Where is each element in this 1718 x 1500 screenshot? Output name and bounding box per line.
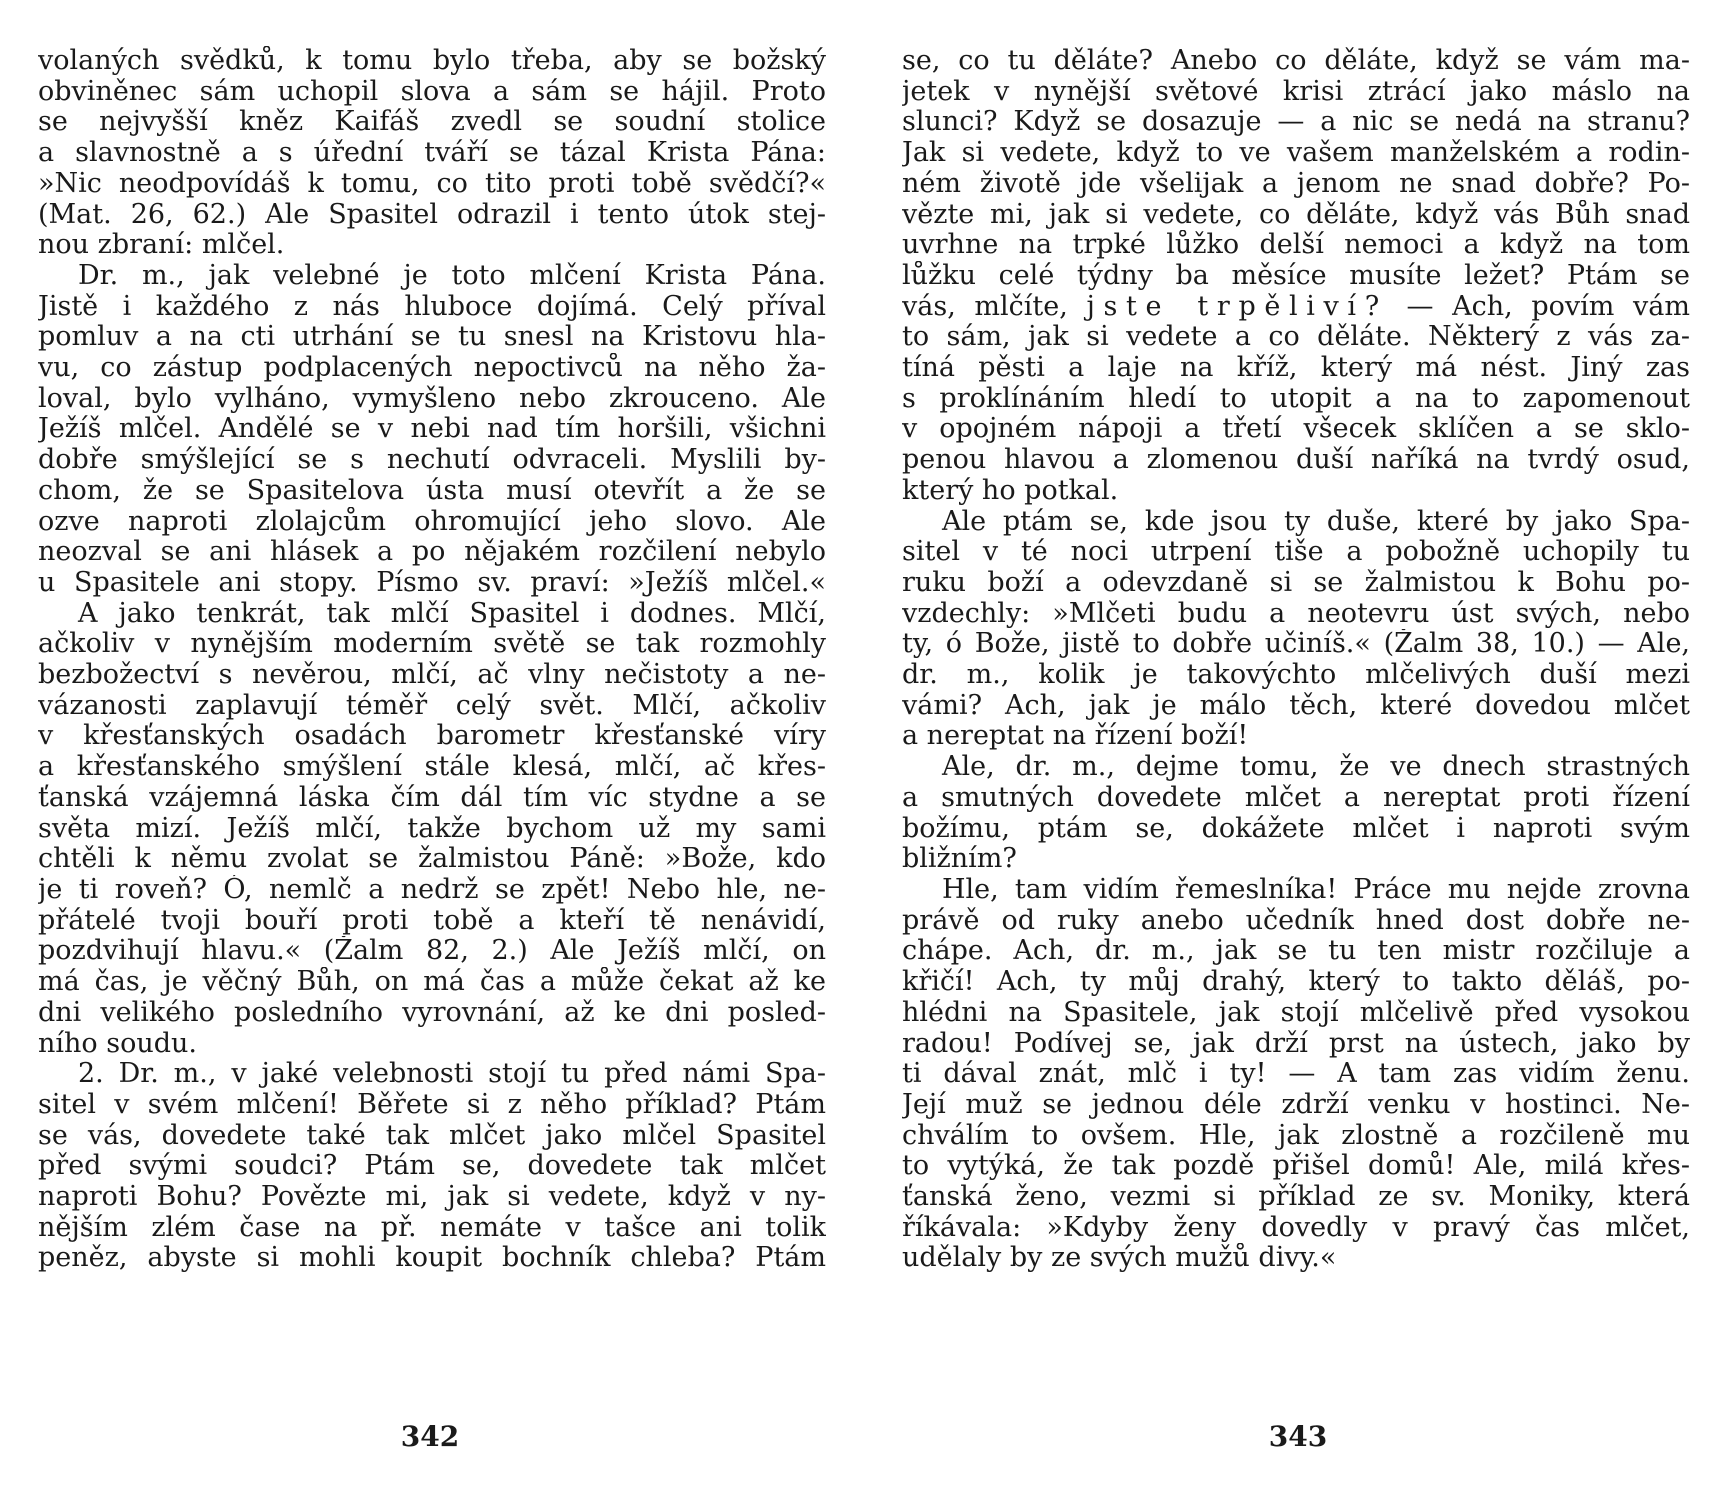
text-line: naproti Bohu? Povězte mi, jak si vedete, když v ny-	[38, 1182, 826, 1213]
text-line: přátelé tvoji bouří proti tobě a kteří tě nenávidí,	[38, 905, 826, 936]
text-line: křičí! Ach, ty můj drahý, který to takto děláš, po-	[902, 967, 1690, 998]
text-line: ťanská ženo, vezmi si příklad ze sv. Moniky, která	[902, 1182, 1690, 1213]
text-line: právě od ruky anebo učedník hned dost dobře ne-	[902, 905, 1690, 936]
text-line: ozve naproti zlolajcům ohromující jeho slovo. Ale	[38, 506, 826, 537]
text-line: chválím to ovšem. Hle, jak zlostně a rozčileně mu	[902, 1120, 1690, 1151]
text-line: dni velikého posledního vyrovnání, až ke dni posled-	[38, 997, 826, 1028]
text-line: v opojném nápoji a třetí všecek sklíčen a se sklo-	[902, 414, 1690, 445]
page-number-right: 343	[1268, 1420, 1328, 1453]
text-line: je ti roveň? Ó, nemlč a nedrž se zpět! Nebo hle, ne-	[38, 874, 826, 905]
text-line: volaných svědků, k tomu bylo třeba, aby se božský	[38, 46, 826, 76]
text-line: u Spasitele ani stopy. Písmo sv. praví: »Ježíš mlčel.«	[38, 567, 826, 598]
text-line: božímu, ptám se, dokážete mlčet i naproti svým	[902, 813, 1690, 844]
text-line: chtěli k němu zvolat se žalmistou Páně: »Bože, kdo	[38, 844, 826, 875]
text-line: neozval se ani hlásek a po nějakém rozčilení nebylo	[38, 537, 826, 568]
text-line: A jako tenkrát, tak mlčí Spasitel i dodnes. Mlčí,	[78, 598, 826, 629]
text-line: Jak si vedete, když to ve vašem manželském a rodin-	[902, 138, 1690, 169]
left-page-text	[38, 46, 826, 1274]
text-line: se, co tu děláte? Anebo co děláte, když se vám ma-	[902, 46, 1690, 76]
text-line: vu, co zástup podplacených nepoctivců na něho ža-	[38, 353, 826, 384]
text-line: slunci? Když se dosazuje — a nic se nedá na stranu?	[902, 107, 1690, 138]
text-line: udělaly by ze svých mužů divy.«	[902, 1243, 1337, 1274]
text-line: radou! Podívej se, jak drží prst na ústech, jako by	[902, 1028, 1690, 1059]
text-line: ti dával znát, mlč i ty! — A tam zas vidím ženu.	[902, 1059, 1690, 1090]
text-line: to sám, jak si vedete a co děláte. Některý z vás za-	[902, 322, 1690, 353]
text-line: s proklínáním hledí to utopit a na to zapomenout	[902, 383, 1690, 414]
text-line: ném životě jde všelijak a jenom ne snad dobře? Po-	[902, 168, 1690, 199]
text-line: a křesťanského smýšlení stále klesá, mlčí, ač křes-	[38, 752, 826, 783]
text-line: pozdvihují hlavu.« (Žalm 82, 2.) Ale Ježíš mlčí, on	[38, 936, 826, 967]
text-line: Její muž se jednou déle zdrží venku v hostinci. Ne-	[902, 1089, 1690, 1120]
text-line: před svými soudci? Ptám se, dovedete tak mlčet	[38, 1151, 826, 1182]
text-line: se vás, dovedete také tak mlčet jako mlčel Spasitel	[38, 1120, 826, 1151]
text-line: sitel v té noci utrpení tiše a pobožně uchopily tu	[902, 537, 1690, 568]
text-line: tíná pěsti a laje na kříž, který má nést. Jiný zas	[902, 353, 1690, 384]
text-line: ruku boží a odevzdaně si se žalmistou k Bohu po-	[902, 567, 1690, 598]
text-line: Dr. m., jak velebné je toto mlčení Krista Pána.	[78, 260, 826, 291]
text-line: ačkoliv v nynějším moderním světě se tak rozmohly	[38, 629, 826, 660]
text-line: dobře smýšlející se s nechutí odvraceli. Myslili by-	[38, 445, 826, 476]
text-line: bližním?	[902, 844, 1017, 875]
text-line: »Nic neodpovídáš k tomu, co tito proti tobě svědčí?«	[38, 168, 826, 199]
text-line: který ho potkal.	[902, 475, 1119, 506]
text-line: dr. m., kolik je takovýchto mlčelivých duší mezi	[902, 660, 1690, 691]
text-line: Jistě i každého z nás hluboce dojímá. Celý příval	[38, 291, 826, 322]
text-line: světa mizí. Ježíš mlčí, takže bychom už my sami	[38, 813, 826, 844]
text-line: chápe. Ach, dr. m., jak se tu ten mistr rozčiluje a	[902, 936, 1690, 967]
text-line: sitel v svém mlčení! Běřete si z něho příklad? Ptám	[38, 1089, 826, 1120]
text-line: pomluv a na cti utrhání se tu snesl na Kristovu hla-	[38, 322, 826, 353]
text-line: to vytýká, že tak pozdě přišel domů! Ale, milá křes-	[902, 1151, 1690, 1182]
text-line: vázanosti zaplavují téměř celý svět. Mlčí, ačkoliv	[38, 690, 826, 721]
right-page-text	[902, 46, 1690, 1274]
text-line: vámi? Ach, jak je málo těch, které dovedou mlčet	[902, 690, 1690, 721]
text-line: říkávala: »Kdyby ženy dovedly v pravý čas mlčet,	[902, 1212, 1690, 1243]
text-fragment: vás, mlčíte,	[902, 291, 1068, 322]
text-line: uvrhne na trpké lůžko delší nemoci a když na tom	[902, 230, 1690, 261]
text-line: (Mat. 26, 62.) Ale Spasitel odrazil i tento útok stej-	[38, 199, 826, 230]
text-line: a slavnostně a s úřední tváří se tázal Krista Pána:	[38, 138, 826, 169]
text-line: Ježíš mlčel. Andělé se v nebi nad tím horšili, všichni	[38, 414, 826, 445]
emphasized-phrase: jste trpěliví?	[1086, 291, 1388, 322]
page-number-left: 342	[400, 1420, 460, 1453]
text-line: peněz, abyste si mohli koupit bochník chleba? Ptám	[38, 1243, 826, 1274]
text-line: má čas, je věčný Bůh, on má čas a může čekat až ke	[38, 967, 826, 998]
text-line: a smutných dovedete mlčet a nereptat proti řízení	[902, 782, 1690, 813]
text-line: se nejvyšší kněz Kaifáš zvedl se soudní stolice	[38, 107, 826, 138]
text-line: hlédni na Spasitele, jak stojí mlčelivě před vysokou	[902, 997, 1690, 1028]
text-line: ního soudu.	[38, 1028, 198, 1059]
text-line: lůžku celé týdny ba měsíce musíte ležet? Ptám se	[902, 260, 1690, 291]
text-line: vzdechly: »Mlčeti budu a neotevru úst svých, nebo	[902, 598, 1690, 629]
text-line: obviněnec sám uchopil slova a sám se hájil. Proto	[38, 76, 826, 107]
text-line: 2. Dr. m., v jaké velebnosti stojí tu před námi Spa-	[78, 1059, 826, 1090]
text-line: ty, ó Bože, jistě to dobře učiníš.« (Žalm 38, 10.) — Ale,	[902, 629, 1690, 660]
text-line: v křesťanských osadách barometr křesťanské víry	[38, 721, 826, 752]
text-line: Hle, tam vidím řemeslníka! Práce mu nejde zrovna	[942, 874, 1690, 905]
text-line: a nereptat na řízení boží!	[902, 721, 1249, 752]
text-line: vězte mi, jak si vedete, co děláte, když vás Bůh snad	[902, 199, 1690, 230]
text-line: chom, že se Spasitelova ústa musí otevřít a že se	[38, 475, 826, 506]
text-line: nějším zlém čase na př. nemáte v tašce ani tolik	[38, 1212, 826, 1243]
text-line: penou hlavou a zlomenou duší naříká na tvrdý osud,	[902, 445, 1690, 476]
text-line: Ale ptám se, kde jsou ty duše, které by jako Spa-	[942, 506, 1690, 537]
text-line: ťanská vzájemná láska čím dál tím víc stydne a se	[38, 782, 826, 813]
text-line: bezbožectví s nevěrou, mlčí, ač vlny nečistoty a ne-	[38, 660, 826, 691]
text-line-with-spaced-emphasis	[902, 292, 1690, 323]
text-line: Ale, dr. m., dejme tomu, že ve dnech strastných	[942, 752, 1690, 783]
text-line: nou zbraní: mlčel.	[38, 230, 285, 261]
text-fragment: — Ach, povím vám	[1387, 291, 1690, 322]
text-line: loval, bylo vylháno, vymyšleno nebo zkrouceno. Ale	[38, 383, 826, 414]
text-line: jetek v nynější světové krisi ztrácí jako máslo na	[902, 76, 1690, 107]
